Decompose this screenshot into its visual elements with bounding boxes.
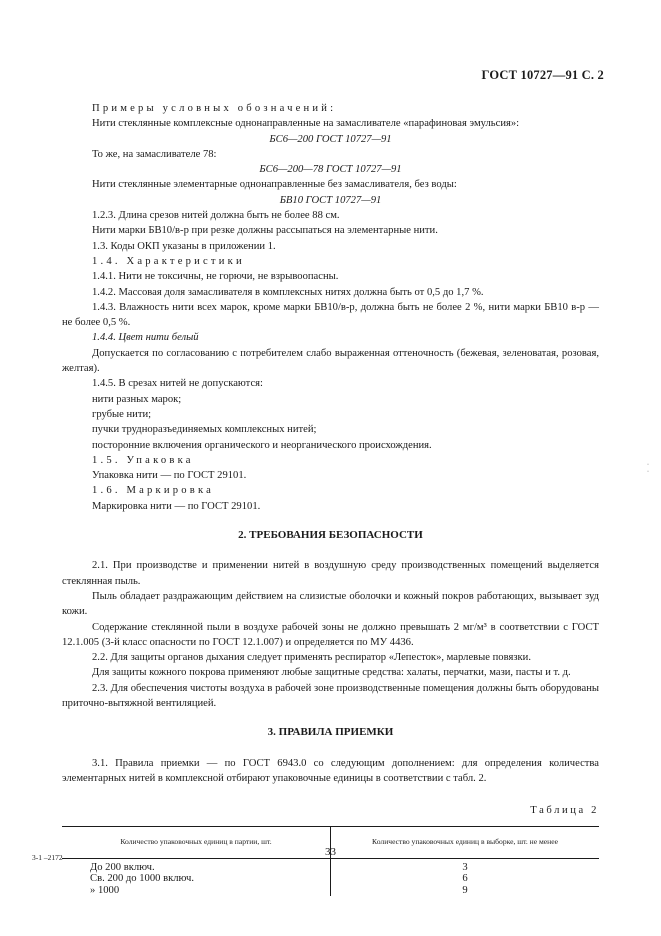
clause-1-6-text: Маркировка нити — по ГОСТ 29101. (92, 500, 261, 512)
table-header-sample: Количество упаковочных единиц в выборке, шт. не менее (331, 827, 600, 858)
margin-dots: · · (647, 462, 649, 475)
clause-3-1: 3.1. Правила приемки — по ГОСТ 6943.0 со следующим дополнением: для определения количества элементарных нитей в комплексной отбирают упаковочные единицы в соответствии с табл. 2. (62, 757, 599, 784)
sampling-table (62, 826, 599, 896)
clause-2-2-p2: Для защиты кожного покрова применяют любые защитные средства: халаты, перчатки, мази, пасты и т. д. (92, 667, 571, 679)
clause-1-4-4-note: Допускается по согласованию с потребителем слабо выраженная оттеночность (бежевая, зеленоватая, розовая, желтая). (62, 347, 599, 375)
example-designation-3: БВ10 ГОСТ 10727—91 (279, 194, 382, 206)
clause-2-1-p2: Пыль обладает раздражающим действием на слизистые оболочки и кожный покров работающих, вызывает зуд кожи. (62, 590, 599, 618)
clause-1-5-heading (62, 453, 599, 468)
page-header: ГОСТ 10727—91 С. 2 (481, 68, 604, 82)
clause-1-6-heading-text: 1.6. Маркировка (92, 485, 215, 497)
clause-1-4-heading (62, 254, 599, 269)
clause-1-4-4: 1.4.4. Цвет нити белый (92, 332, 199, 344)
clause-2-1: 2.1. При производстве и применении нитей в воздушную среду производственных помещений выделяется стеклянная пыль. (62, 560, 599, 587)
example-text-3: Нити стеклянные элементарные однонаправленные без замасливателя, без воды: (92, 179, 457, 191)
clause-1-4-1: 1.4.1. Нити не токсичны, не горючи, не взрывоопасны. (92, 271, 339, 283)
table-row (62, 858, 599, 873)
defect-item-1: нити разных марок; (92, 393, 182, 405)
table-cell-sample: 9 (462, 884, 468, 896)
defect-item-2: грубые нити; (92, 408, 152, 420)
clause-2-3: 2.3. Для обеспечения чистоты воздуха в рабочей зоне производственные помещения должны быть оборудованы приточно-вытяжной вентиляцией. (62, 682, 599, 709)
examples-heading: Примеры условных обозначений: (92, 103, 337, 114)
section-2-title: 2. ТРЕБОВАНИЯ БЕЗОПАСНОСТИ (238, 529, 423, 542)
table-caption: Таблица 2 (530, 805, 599, 817)
print-code: 3-1 –2172 (32, 853, 63, 862)
example-text-1: Нити стеклянные комплексные однонаправленные на замасливателе «парафиновая эмульсия»: (92, 118, 520, 130)
table-cell-lot: » 1000 (62, 885, 331, 897)
clause-1-2-3-note: Нити марки БВ10/в-р при резке должны рассыпаться на элементарные нити. (92, 225, 438, 237)
table-cell-sample: 3 (462, 861, 468, 873)
table-header-lot: Количество упаковочных единиц в партии, шт. (62, 827, 331, 858)
clause-2-1-p3: Содержание стеклянной пыли в воздухе рабочей зоны не должно превышать 2 мг/м³ в соответствии с ГОСТ 12.1.005 (3-й класс опасности по ГОСТ 12.1.007) и определяется по МУ 4436. (62, 621, 599, 648)
example-text-2: То же, на замасливателе 78: (92, 148, 217, 160)
defect-item-4: посторонние включения органического и неорганического происхождения. (92, 439, 432, 451)
clause-1-4-2: 1.4.2. Массовая доля замасливателя в комплексных нитях должна быть от 0,5 до 1,7 %. (92, 286, 484, 298)
clause-1-5-heading-text: 1.5. Упаковка (92, 454, 194, 466)
clause-1-2-3: 1.2.3. Длина срезов нитей должна быть не более 88 см. (92, 210, 340, 222)
table-cell-sample: 6 (462, 873, 468, 885)
clause-1-3: 1.3. Коды ОКП указаны в приложении 1. (92, 240, 276, 252)
defect-item-3: пучки трудноразъединяемых комплексных нитей; (92, 424, 317, 436)
table-cell-lot: Св. 200 до 1000 включ. (62, 873, 331, 885)
example-designation-1: БС6—200 ГОСТ 10727—91 (269, 133, 392, 145)
clause-1-4-3: 1.4.3. Влажность нити всех марок, кроме марки БВ10/в-р, должна быть не более 2 %, нити марки БВ10 в-р — не более 0,5 %. (62, 301, 599, 329)
clause-2-2: 2.2. Для защиты органов дыхания следует применять респиратор «Лепесток», марлевые повязки. (92, 652, 531, 664)
table-cell-lot: До 200 включ. (62, 858, 331, 873)
table-row (62, 885, 599, 897)
clause-1-4-5: 1.4.5. В срезах нитей не допускаются: (92, 378, 263, 390)
document-body (62, 101, 599, 896)
section-3-title: 3. ПРАВИЛА ПРИЕМКИ (267, 726, 394, 739)
example-designation-2: БС6—200—78 ГОСТ 10727—91 (259, 164, 402, 176)
clause-1-6-heading (62, 483, 599, 498)
clause-1-4-heading-text: 1.4. Характеристики (92, 255, 245, 267)
table-row (62, 873, 599, 885)
clause-1-5-text: Упаковка нити — по ГОСТ 29101. (92, 470, 247, 482)
page-number: 33 (325, 846, 336, 858)
